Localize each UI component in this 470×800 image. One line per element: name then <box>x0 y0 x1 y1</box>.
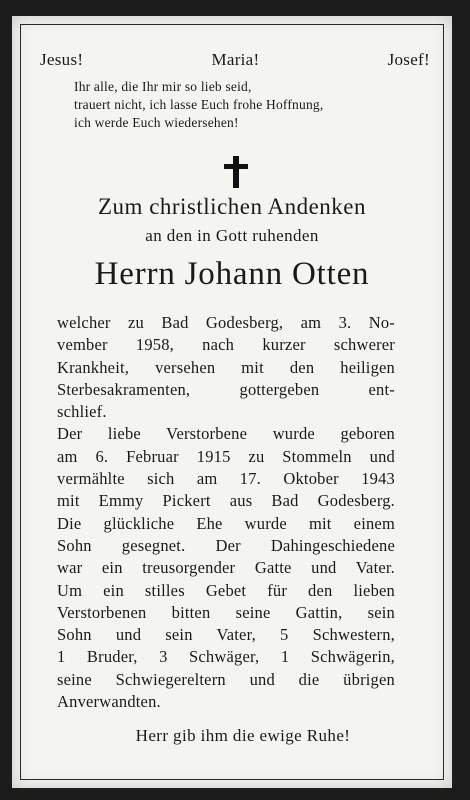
heading: Zum christlichen Andenken <box>98 194 366 219</box>
text-line: seine Schwiegereltern und die übrigen <box>57 669 395 689</box>
invocation-josef: Josef! <box>387 50 430 69</box>
text-line: Verstorbenen bitten seine Gattin, sein <box>57 602 395 622</box>
invocation-maria: Maria! <box>211 50 260 69</box>
text-line: am 6. Februar 1915 zu Stommeln und <box>57 446 395 466</box>
text-line: 1 Bruder, 3 Schwäger, 1 Schwägerin, <box>57 647 395 667</box>
text-line: welcher zu Bad Godesberg, am 3. No- <box>57 313 395 332</box>
text-line: vermählte sich am 17. Oktober 1943 <box>57 469 395 489</box>
invocation-jesus: Jesus! <box>40 50 84 69</box>
subheading: an den in Gott ruhenden <box>145 226 319 245</box>
text-line: vember 1958, nach kurzer schwerer <box>57 335 395 355</box>
deceased-name: Herrn Johann Otten <box>94 256 370 292</box>
text-line: Anverwandten. <box>57 692 161 712</box>
obituary-text <box>57 312 395 713</box>
invocation-row <box>40 50 430 70</box>
memorial-card <box>12 16 452 788</box>
text-line: war ein treusorgender Gatte und Vater. <box>57 558 395 578</box>
text-line: Die glückliche Ehe wurde mit einem <box>57 513 395 533</box>
text-line: Krankheit, versehen mit den heiligen <box>57 357 395 377</box>
text-line: Um ein stilles Gebet für den lieben <box>57 580 395 600</box>
cross-icon <box>224 156 248 188</box>
closing-prayer: Herr gib ihm die ewige Ruhe! <box>135 726 351 745</box>
intro-line: ich werde Euch wiedersehen! <box>74 115 239 130</box>
intro-line: trauert nicht, ich lasse Euch frohe Hoffnung, <box>74 97 324 112</box>
intro-line: Ihr alle, die Ihr mir so lieb seid, <box>74 79 252 94</box>
text-line: Sohn gesegnet. Der Dahingeschiedene <box>57 535 395 555</box>
text-line: Sterbesakramenten, gottergeben ent- <box>57 379 395 399</box>
intro-verse <box>74 78 414 132</box>
text-line: mit Emmy Pickert aus Bad Godesberg. <box>57 491 395 511</box>
text-line: Der liebe Verstorbene wurde geboren <box>57 424 395 444</box>
text-line: Sohn und sein Vater, 5 Schwestern, <box>57 625 395 645</box>
text-line: schlief. <box>57 402 107 422</box>
